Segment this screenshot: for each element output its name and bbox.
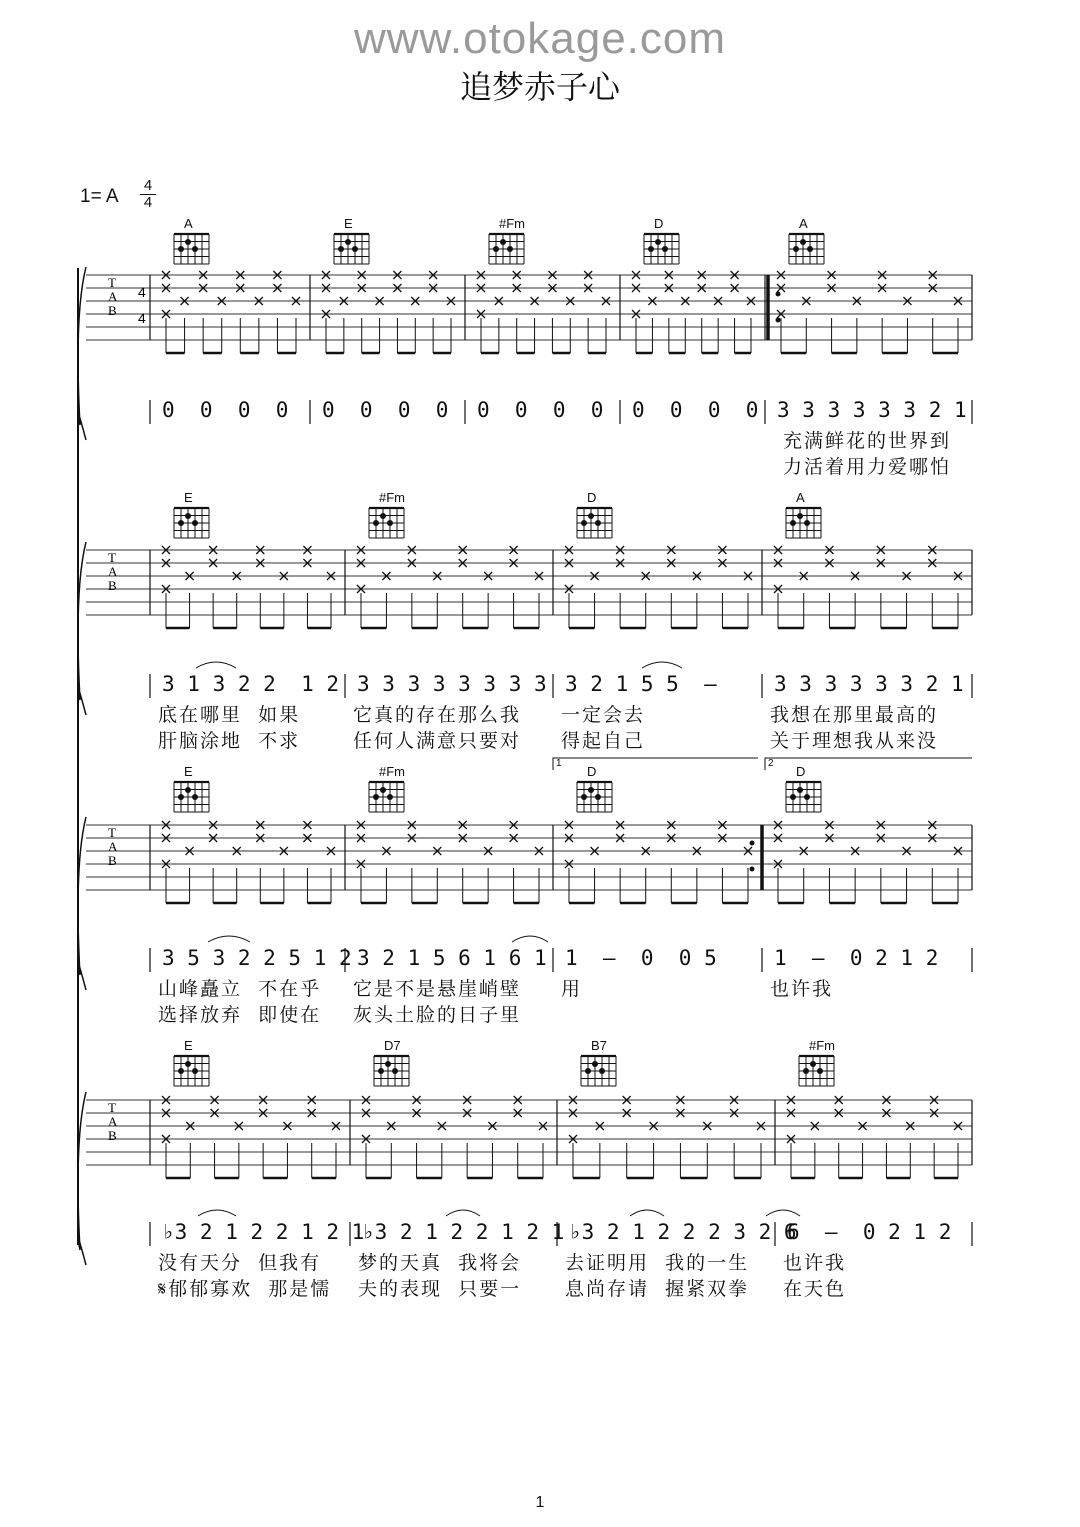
chord-diagram-dot: [800, 239, 806, 245]
lyric-verse-2: 夫的表现 只要一: [358, 1278, 522, 1300]
chord-name: #Fm: [499, 216, 525, 231]
jianpu-measure: 0 0 0 0: [632, 398, 759, 422]
chord-name: #Fm: [379, 490, 405, 505]
chord-diagram-dot: [338, 246, 344, 252]
repeat-dot: [750, 841, 755, 846]
jianpu-measure: 0 0 0 0: [477, 398, 604, 422]
lyric-verse-2: 得起自己: [561, 730, 646, 752]
chord-name: D: [796, 764, 806, 779]
chord-diagram-dot: [655, 239, 661, 245]
jianpu-measure: ♭3 2 1 2 2 1 2 1: [162, 1220, 365, 1244]
volta-2-label: 2: [768, 758, 774, 769]
chord-diagram-dot: [507, 246, 513, 252]
lyric-verse-2: 选择放弃 即使在: [158, 1004, 322, 1026]
chord-diagram-dot: [387, 520, 393, 526]
key-signature: 1= A: [80, 186, 119, 207]
chord-diagram-dot: [178, 794, 184, 800]
lyric-verse-1: 也许我: [770, 978, 834, 1000]
tab-clef-letter: B: [108, 1128, 117, 1143]
tab-clef-letter: B: [108, 578, 117, 593]
chord-diagram-dot: [817, 1068, 823, 1074]
lyric-verse-1: 我想在那里最高的: [770, 704, 939, 726]
chord-diagram-dot: [185, 513, 191, 519]
tab-clef-letter: B: [108, 853, 117, 868]
lyric-verse-2: 任何人满意只要对: [353, 730, 522, 752]
chord-diagram-dot: [585, 1068, 591, 1074]
slur-arc: [446, 1210, 480, 1216]
chord-name: E: [184, 490, 193, 505]
chord-diagram-dot: [793, 246, 799, 252]
lyric-verse-2: 在天色: [783, 1278, 847, 1300]
slur-arc: [630, 1210, 664, 1216]
chord-name: #Fm: [809, 1038, 835, 1053]
chord-diagram-dot: [662, 246, 668, 252]
chord-diagram-dot: [810, 1061, 816, 1067]
chord-name: D: [654, 216, 664, 231]
lyric-verse-2: 肝脑涂地 不求: [158, 730, 301, 752]
time-bottom: 4: [140, 194, 156, 211]
lyric-verse-1: 它是不是悬崖峭壁: [353, 978, 522, 1000]
chord-diagram-dot: [797, 513, 803, 519]
chord-name: E: [184, 1038, 193, 1053]
tab-clef-letter: A: [108, 839, 118, 854]
chord-diagram-dot: [185, 787, 191, 793]
chord-diagram-dot: [192, 1068, 198, 1074]
tab-clef-letter: A: [108, 564, 118, 579]
jianpu-measure: 0 0 0 0: [322, 398, 449, 422]
jianpu-measure: 3 1 3 2 2 1 2: [162, 672, 340, 696]
chord-diagram-dot: [592, 1061, 598, 1067]
chord-diagram-dot: [493, 246, 499, 252]
row-brace: [78, 267, 86, 440]
chord-name: A: [184, 216, 193, 231]
volta-1-bracket: [553, 758, 758, 770]
chord-diagram-dot: [807, 246, 813, 252]
chord-name: D: [587, 764, 597, 779]
lyric-verse-2: 灰头土脸的日子里: [353, 1004, 522, 1026]
slur-arc: [208, 936, 250, 942]
tab-clef-letter: A: [108, 289, 118, 304]
tab-time-digit: 4: [138, 284, 146, 300]
chord-diagram-dot: [588, 513, 594, 519]
jianpu-measure: ♭3 2 1 2 2 2 3 2 6: [569, 1220, 797, 1244]
chord-diagram-dot: [803, 1068, 809, 1074]
lyric-verse-1: 山峰矗立 不在乎: [158, 978, 322, 1000]
lyric-verse-1: 梦的天真 我将会: [358, 1252, 522, 1274]
tab-clef-letter: T: [108, 825, 116, 840]
tab-time-digit: 4: [138, 310, 146, 326]
chord-diagram-dot: [599, 1068, 605, 1074]
chord-diagram-dot: [392, 1068, 398, 1074]
chord-diagram-dot: [804, 520, 810, 526]
lyric-verse-2: 力活着用力爱哪怕: [783, 456, 952, 478]
jianpu-measure: 6 – 0 2 1 2: [787, 1220, 952, 1244]
chord-diagram-dot: [345, 239, 351, 245]
jianpu-measure: 3 3 3 3 3 3 2 1: [777, 398, 967, 422]
chord-diagram-dot: [790, 520, 796, 526]
slur-arc: [642, 662, 682, 668]
chord-diagram-dot: [178, 520, 184, 526]
lyric-verse-1: 一定会去: [561, 704, 646, 726]
jianpu-measure: 3 2 1 5 6 1 6 1: [357, 946, 547, 970]
chord-diagram-dot: [185, 1061, 191, 1067]
chord-diagram-dot: [178, 246, 184, 252]
jianpu-measure: 0 0 0 0: [162, 398, 289, 422]
chord-diagram-dot: [500, 239, 506, 245]
chord-diagram-dot: [648, 246, 654, 252]
chord-name: A: [799, 216, 808, 231]
repeat-dot: [776, 318, 781, 323]
jianpu-measure: 3 3 3 3 3 3 2 1: [774, 672, 964, 696]
tab-clef-letter: T: [108, 550, 116, 565]
repeat-dot: [750, 867, 755, 872]
chord-diagram-dot: [588, 787, 594, 793]
repeat-dot: [776, 292, 781, 297]
chord-diagram-dot: [192, 520, 198, 526]
tab-clef-letter: B: [108, 303, 117, 318]
page-number: 1: [535, 1494, 545, 1511]
song-title: 追梦赤子心: [459, 68, 620, 106]
lyric-verse-1: 底在哪里 如果: [158, 704, 301, 726]
lyric-verse-2: 关于理想我从来没: [770, 730, 939, 752]
chord-name: D7: [384, 1038, 401, 1053]
chord-diagram-dot: [185, 239, 191, 245]
lyric-verse-2: 𝄋郁郁寡欢 那是懦: [158, 1278, 332, 1300]
time-top: 4: [143, 177, 153, 194]
jianpu-measure: ♭3 2 1 2 2 1 2 1: [362, 1220, 565, 1244]
chord-diagram-dot: [581, 794, 587, 800]
chord-name: E: [184, 764, 193, 779]
lyric-verse-1: 用: [561, 978, 583, 1000]
chord-diagram-dot: [595, 794, 601, 800]
jianpu-measure: 1 – 0 2 1 2: [774, 946, 939, 970]
slur-arc: [196, 662, 236, 668]
slur-arc: [766, 1210, 800, 1216]
chord-diagram-dot: [790, 794, 796, 800]
lyric-verse-1: 充满鲜花的世界到: [783, 430, 952, 452]
row-brace: [78, 817, 86, 990]
chord-diagram-dot: [373, 794, 379, 800]
chord-diagram-dot: [804, 794, 810, 800]
slur-arc: [198, 1210, 236, 1216]
site-watermark: www.otokage.com: [353, 14, 727, 63]
chord-name: A: [796, 490, 805, 505]
chord-diagram-dot: [192, 794, 198, 800]
chord-diagram-dot: [387, 794, 393, 800]
tab-clef-letter: T: [108, 1100, 116, 1115]
chord-diagram-dot: [797, 787, 803, 793]
chord-diagram-dot: [595, 520, 601, 526]
lyric-verse-1: 它真的存在那么我: [353, 704, 522, 726]
chord-diagram-dot: [380, 787, 386, 793]
chord-name: B7: [591, 1038, 607, 1053]
slur-arc: [512, 936, 548, 942]
jianpu-measure: 1 – 0 0 5: [565, 946, 717, 970]
lyric-verse-1: 也许我: [783, 1252, 847, 1274]
lyric-verse-1: 去证明用 我的一生: [565, 1252, 750, 1274]
chord-diagram-dot: [378, 1068, 384, 1074]
tab-clef-letter: A: [108, 1114, 118, 1129]
volta-1-label: 1: [556, 758, 562, 769]
tab-clef-letter: T: [108, 275, 116, 290]
chord-diagram-dot: [178, 1068, 184, 1074]
chord-diagram-dot: [581, 520, 587, 526]
row-brace: [78, 542, 86, 715]
chord-name: D: [587, 490, 597, 505]
jianpu-measure: 3 3 3 3 3 3 3 3: [357, 672, 547, 696]
chord-name: E: [344, 216, 353, 231]
chord-diagram-dot: [352, 246, 358, 252]
lyric-verse-1: 没有天分 但我有: [158, 1252, 322, 1274]
row-brace: [78, 1092, 86, 1265]
chord-name: #Fm: [379, 764, 405, 779]
chord-diagram-dot: [373, 520, 379, 526]
chord-diagram-dot: [380, 513, 386, 519]
chord-diagram-dot: [385, 1061, 391, 1067]
lyric-verse-2: 息尚存请 握紧双拳: [565, 1278, 750, 1300]
jianpu-measure: 3 2 1 5 5 –: [565, 672, 717, 696]
chord-diagram-dot: [192, 246, 198, 252]
jianpu-measure: 3 5 3 2 2 5 1 2: [162, 946, 352, 970]
